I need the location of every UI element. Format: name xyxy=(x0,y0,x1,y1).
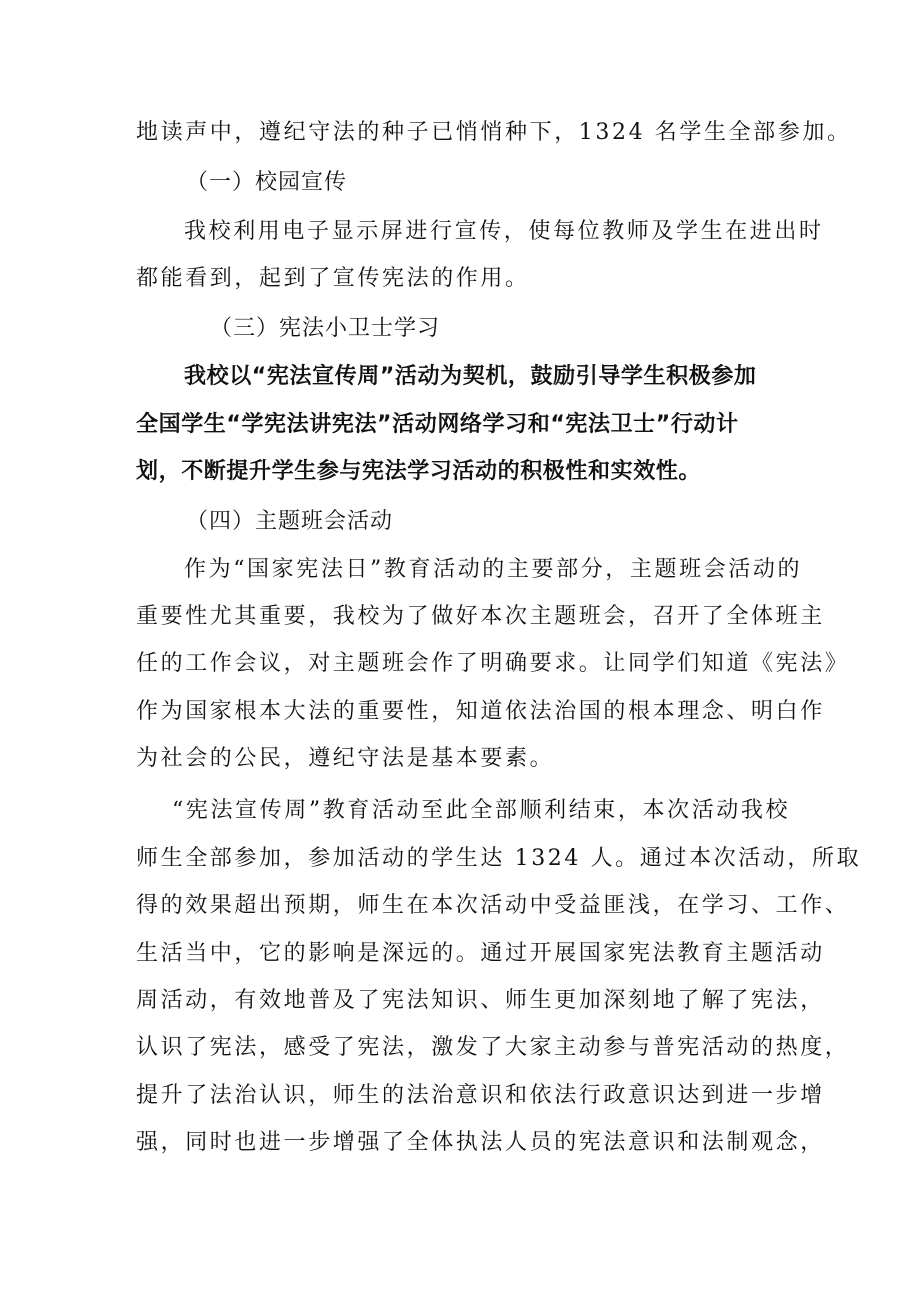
paragraph-line: 得的效果超出预期，师生在本次活动中受益匪浅，在学习、工作、 xyxy=(136,893,850,918)
section-heading-campus-publicity: （一）校园宣传 xyxy=(186,170,348,195)
paragraph-line: 师生全部参加，参加活动的学生达 1324 人。通过本次活动，所取 xyxy=(136,846,862,871)
paragraph-line: 任的工作会议，对主题班会作了明确要求。让同学们知道《宪法》 xyxy=(136,651,850,676)
paragraph-line: 作为“国家宪法日”教育活动的主要部分，主题班会活动的 xyxy=(184,557,803,582)
section-heading-constitution-guard: （三）宪法小卫士学习 xyxy=(210,316,441,341)
paragraph-line: 我校利用电子显示屏进行宣传，使每位教师及学生在进出时 xyxy=(184,219,824,244)
paragraph-line: “宪法宣传周”教育活动至此全部顺利结束，本次活动我校 xyxy=(172,798,791,823)
paragraph-line: 认识了宪法，感受了宪法，激发了大家主动参与普宪活动的热度， xyxy=(136,1035,850,1060)
paragraph-line: 强，同时也进一步增强了全体执法人员的宪法意识和法制观念， xyxy=(136,1130,825,1155)
paragraph-line: 提升了法治认识，师生的法治意识和依法行政意识达到进一步增 xyxy=(136,1083,825,1108)
paragraph-line: 地读声中，遵纪守法的种子已悄悄种下，1324 名学生全部参加。 xyxy=(136,120,852,145)
paragraph-line: 重要性尤其重要，我校为了做好本次主题班会，召开了全体班主 xyxy=(136,604,825,629)
paragraph-line: 作为国家根本大法的重要性，知道依法治国的根本理念、明白作 xyxy=(136,699,825,724)
paragraph-line: 周活动，有效地普及了宪法知识、师生更加深刻地了解了宪法， xyxy=(136,988,825,1013)
bold-paragraph-line: 我校以“宪法宣传周”活动为契机，鼓励引导学生积极参加 xyxy=(184,364,757,389)
paragraph-line: 为社会的公民，遵纪守法是基本要素。 xyxy=(136,746,555,771)
paragraph-line: 都能看到，起到了宣传宪法的作用。 xyxy=(136,266,530,291)
bold-paragraph-line: 划，不断提升学生参与宪法学习活动的积极性和实效性。 xyxy=(136,459,702,484)
bold-paragraph-line: 全国学生“学宪法讲宪法”活动网络学习和“宪法卫士”行动计 xyxy=(136,412,739,437)
section-heading-class-meeting: （四）主题班会活动 xyxy=(186,509,394,534)
paragraph-line: 生活当中，它的影响是深远的。通过开展国家宪法教育主题活动 xyxy=(136,941,825,966)
